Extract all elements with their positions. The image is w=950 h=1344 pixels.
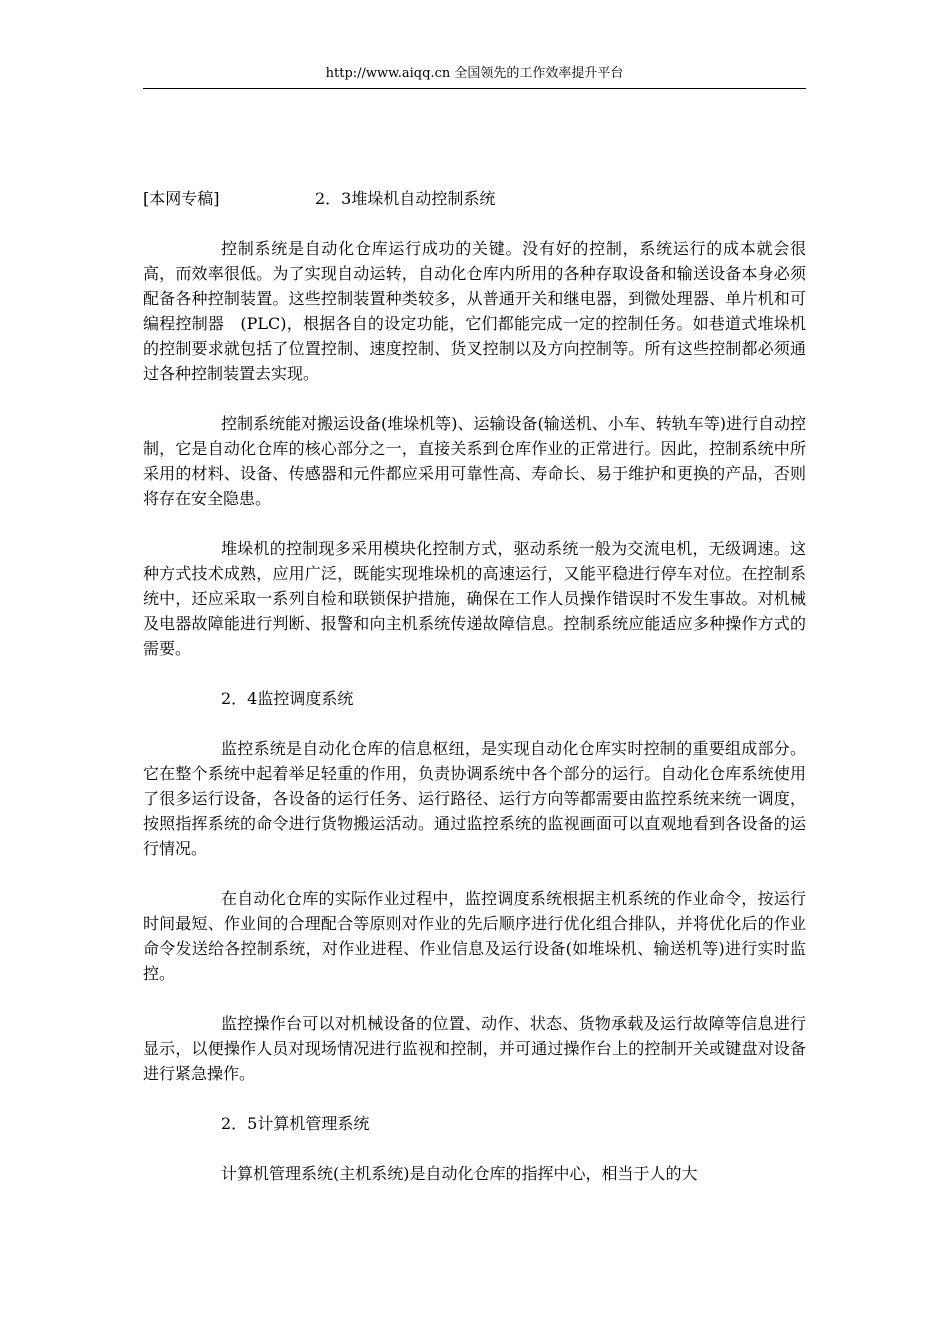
- section-title-2-4: 2．4监控调度系统: [221, 689, 354, 708]
- section-title-2-3: 2．3堆垛机自动控制系统: [315, 189, 496, 208]
- section-title-2-5: 2．5计算机管理系统: [221, 1114, 370, 1133]
- paragraph: 堆垛机的控制现多采用模块化控制方式，驱动系统一般为交流电机，无级调速。这种方式技术成熟，应用广泛，既能实现堆垛机的高速运行，又能平稳进行停车对位。在控制系统中，还应采取一系列自检和联锁保护措施，确保在工作人员操作错误时不发生事故。对机械及电器故障能进行判断、报警和向主机系统传递故障信息。控制系统应能适应多种操作方式的需要。: [143, 539, 806, 658]
- paragraph: 计算机管理系统(主机系统)是自动化仓库的指挥中心，相当于人的大: [221, 1164, 698, 1183]
- paragraph: 控制系统是自动化仓库运行成功的关键。没有好的控制，系统运行的成本就会很高，而效率很低。为了实现自动运转，自动化仓库内所用的各种存取设备和输送设备本身必须配备各种控制装置。这些控制装置种类较多，从普通开关和继电器，到微处理器、单片机和可编程控制器 (PLC)，根据各自的设定功能，它们都能完成一定的控制任务。如巷道式堆垛机的控制要求就包括了位置控制、速度控制、货叉控制以及方向控制等。所有这些控制都必须通过各种控制装置去实现。: [143, 239, 806, 383]
- header-text: http://www.aiqq.cn 全国领先的工作效率提升平台: [325, 66, 624, 81]
- document-body: [143, 186, 806, 1186]
- paragraph: 在自动化仓库的实际作业过程中，监控调度系统根据主机系统的作业命令，按运行时间最短、作业间的合理配合等原则对作业的先后顺序进行优化组合排队，并将优化后的作业命令发送给各控制系统，对作业进程、作业信息及运行设备(如堆垛机、输送机等)进行实时监控。: [143, 889, 806, 983]
- page-header: [143, 66, 806, 89]
- paragraph: 监控系统是自动化仓库的信息枢纽，是实现自动化仓库实时控制的重要组成部分。它在整个系统中起着举足轻重的作用，负责协调系统中各个部分的运行。自动化仓库系统使用了很多运行设备，各设备的运行任务、运行路径、运行方向等都需要由监控系统来统一调度，按照指挥系统的命令进行货物搬运活动。通过监控系统的监视画面可以直观地看到各设备的运行情况。: [143, 739, 806, 858]
- paragraph: 控制系统能对搬运设备(堆垛机等)、运输设备(输送机、小车、转轨车等)进行自动控制，它是自动化仓库的核心部分之一，直接关系到仓库作业的正常进行。因此，控制系统中所采用的材料、设备、传感器和元件都应采用可靠性高、寿命长、易于维护和更换的产品，否则将存在安全隐患。: [143, 414, 806, 508]
- paragraph: 监控操作台可以对机械设备的位置、动作、状态、货物承载及运行故障等信息进行显示，以便操作人员对现场情况进行监视和控制，并可通过操作台上的控制开关或键盘对设备进行紧急操作。: [143, 1014, 806, 1083]
- intro-heading: [143, 186, 806, 211]
- source-tag: [本网专稿]: [143, 189, 220, 208]
